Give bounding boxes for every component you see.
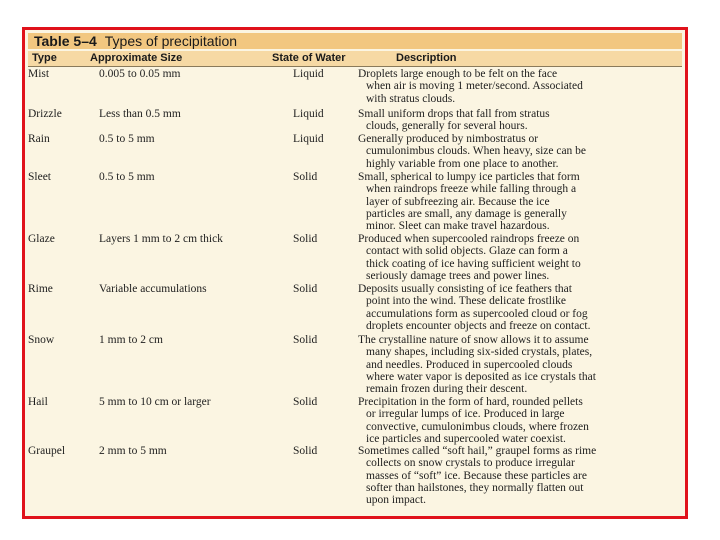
description-line: accumulations form as supercooled cloud or fog <box>366 307 588 320</box>
cell-state: Liquid <box>293 68 324 80</box>
cell-type: Glaze <box>28 233 55 245</box>
cell-state: Solid <box>293 171 318 183</box>
cell-description <box>358 133 683 170</box>
cell-size: 5 mm to 10 cm or larger <box>99 396 211 408</box>
description-line: when raindrops freeze while falling through a <box>366 183 577 196</box>
description-line: Sometimes called “soft hail,” graupel forms as rime <box>358 445 597 457</box>
description-line: contact with solid objects. Glaze can form a <box>366 245 568 258</box>
cell-state: Liquid <box>293 133 324 145</box>
description-line: Generally produced by nimbostratus or <box>358 133 539 145</box>
description-line: upon impact. <box>366 494 427 507</box>
description-line: and needles. Produced in supercooled clouds <box>366 358 573 371</box>
description-line: remain frozen during their descent. <box>366 383 528 396</box>
cell-state: Solid <box>293 334 318 346</box>
cell-size: 1 mm to 2 cm <box>99 334 163 346</box>
cell-description <box>358 283 683 332</box>
cell-state: Solid <box>293 233 318 245</box>
cell-size: 0.005 to 0.05 mm <box>99 68 181 80</box>
description-line: masses of “soft” ice. Because these particles are <box>366 469 587 482</box>
description-line: Small uniform drops that fall from stratus <box>358 108 550 120</box>
cell-type: Sleet <box>28 171 51 183</box>
description-line: many shapes, including six-sided crystals, plates, <box>366 346 593 359</box>
table-title-bar <box>28 33 682 49</box>
table-frame <box>22 27 688 519</box>
cell-type: Drizzle <box>28 108 62 120</box>
cell-size: 0.5 to 5 mm <box>99 133 155 145</box>
cell-state: Solid <box>293 283 318 295</box>
cell-state: Solid <box>293 445 318 457</box>
description-line: where water vapor is deposited as ice crystals that <box>366 370 596 383</box>
cell-description <box>358 233 683 282</box>
description-line: clouds, generally for several hours. <box>366 120 528 133</box>
description-line: Produced when supercooled raindrops freeze on <box>358 233 580 245</box>
cell-description <box>358 171 683 232</box>
description-line: or irregular lumps of ice. Produced in large <box>366 408 565 421</box>
description-line: droplets encounter objects and freeze on contact. <box>366 319 591 332</box>
cell-size: Layers 1 mm to 2 cm thick <box>99 233 223 245</box>
cell-description <box>358 68 683 105</box>
cell-size: 2 mm to 5 mm <box>99 445 167 457</box>
cell-type: Rain <box>28 133 50 145</box>
table-body <box>25 68 685 516</box>
header-type: Type <box>32 52 57 64</box>
description-line: Precipitation in the form of hard, rounded pellets <box>358 396 583 408</box>
header-description: Description <box>396 52 457 64</box>
table-number: Table 5–4 <box>34 33 97 49</box>
description-line: cumulonimbus clouds. When heavy, size can be <box>366 145 587 158</box>
description-line: collects on snow crystals to produce irregular <box>366 457 575 470</box>
cell-type: Snow <box>28 334 55 346</box>
description-line: minor. Sleet can make travel hazardous. <box>366 220 550 233</box>
description-line: point into the wind. These delicate frostlike <box>366 295 567 308</box>
cell-type: Mist <box>28 68 50 80</box>
description-line: ice particles and supercooled water coexist. <box>366 432 566 445</box>
description-line: layer of subfreezing air. Because the ice <box>366 195 550 208</box>
cell-description <box>358 445 683 506</box>
table-title: Types of precipitation <box>104 33 238 49</box>
description-line: seriously damage trees and power lines. <box>366 269 550 282</box>
cell-size: Less than 0.5 mm <box>99 108 181 120</box>
cell-type: Graupel <box>28 445 66 457</box>
cell-type: Hail <box>28 396 48 408</box>
cell-state: Liquid <box>293 108 324 120</box>
description-line: particles are small, any damage is generally <box>366 207 567 220</box>
cell-description <box>358 108 683 133</box>
cell-description <box>358 334 683 395</box>
description-line: softer than hailstones, they normally flatten out <box>366 481 584 494</box>
description-line: Droplets large enough to be felt on the face <box>358 68 558 80</box>
header-state: State of Water <box>272 52 346 64</box>
description-line: The crystalline nature of snow allows it to assume <box>358 334 589 346</box>
description-line: Deposits usually consisting of ice feathers that <box>358 283 572 295</box>
cell-size: 0.5 to 5 mm <box>99 171 155 183</box>
cell-size: Variable accumulations <box>99 283 207 295</box>
description-line: Small, spherical to lumpy ice particles that form <box>358 171 580 183</box>
description-line: convective, cumulonimbus clouds, where frozen <box>366 420 589 433</box>
description-line: when air is moving 1 meter/second. Associated <box>366 80 583 93</box>
cell-description <box>358 396 683 445</box>
description-line: highly variable from one place to another. <box>366 157 559 170</box>
header-size: Approximate Size <box>90 52 183 64</box>
description-line: with stratus clouds. <box>366 92 456 105</box>
cell-type: Rime <box>28 283 53 295</box>
description-line: thick coating of ice having sufficient weight to <box>366 257 581 270</box>
cell-state: Solid <box>293 396 318 408</box>
table-header-row <box>28 51 682 67</box>
